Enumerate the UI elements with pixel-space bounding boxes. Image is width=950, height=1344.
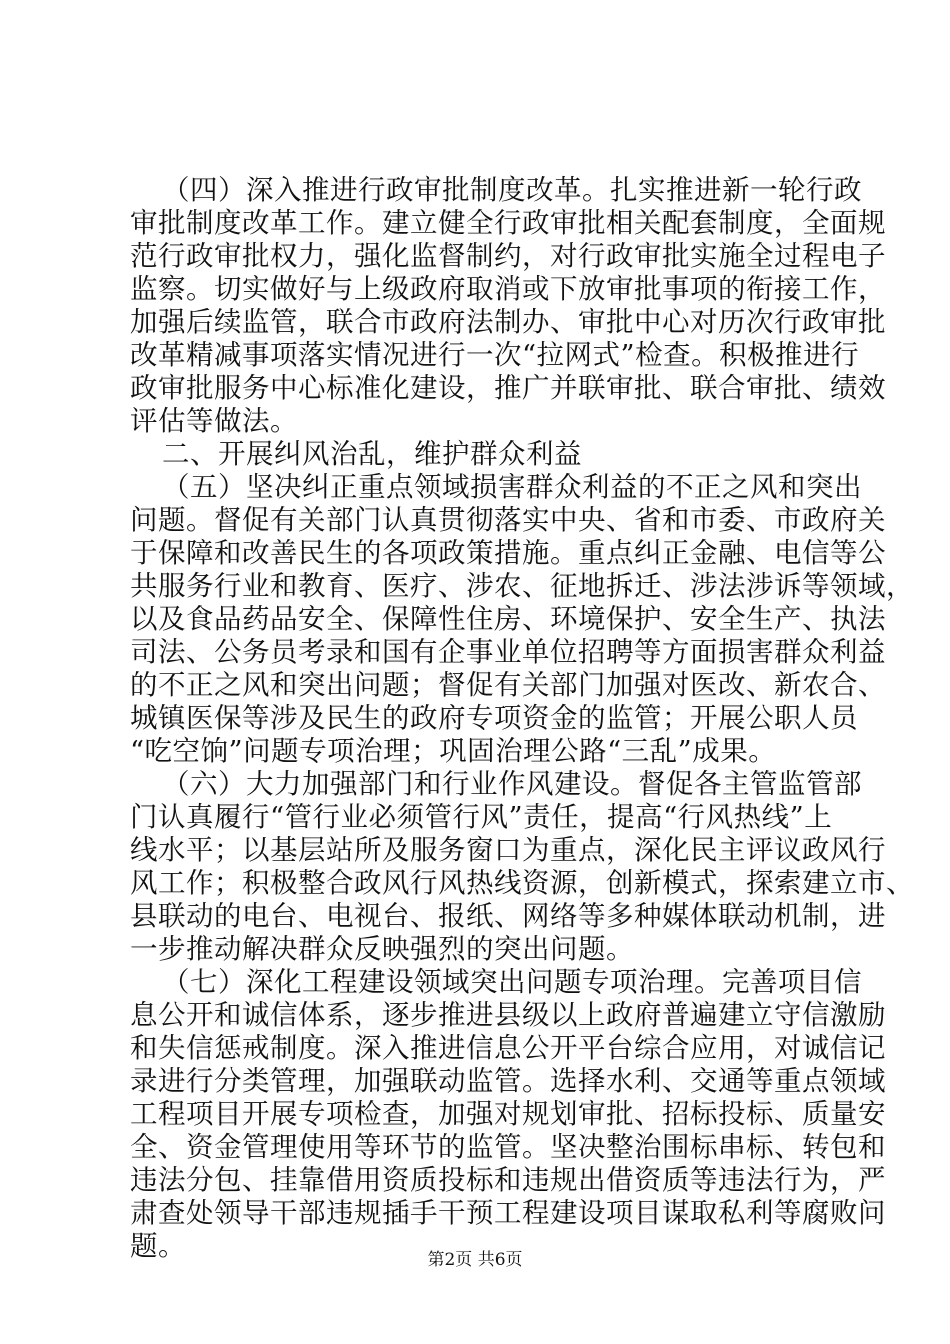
paragraph-5-line: 于保障和改善民生的各项政策措施。重点纠正金融、电信等公 [130,537,886,569]
paragraph-6-line: 县联动的电台、电视台、报纸、网络等多种媒体联动机制，进 [130,900,886,932]
paragraph-5-line: （五）坚决纠正重点领域损害群众利益的不正之风和突出 [162,471,862,503]
paragraph-7-line: 录进行分类管理，加强联动监管。选择水利、交通等重点领域 [130,1065,886,1097]
paragraph-6-line: （六）大力加强部门和行业作风建设。督促各主管监管部 [162,768,862,800]
paragraph-4-line: 审批制度改革工作。建立健全行政审批相关配套制度，全面规 [130,207,886,239]
paragraph-4-line: （四）深入推进行政审批制度改革。扎实推进新一轮行政 [162,174,862,206]
paragraph-4-line: 范行政审批权力，强化监督制约，对行政审批实施全过程电子 [130,240,886,272]
paragraph-7-line: 肃查处领导干部违规插手干预工程建设项目谋取私利等腐败问 [130,1197,886,1229]
paragraph-5-line: 共服务行业和教育、医疗、涉农、征地拆迁、涉法涉诉等领域， [130,570,914,602]
paragraph-6-line: 线水平；以基层站所及服务窗口为重点，深化民主评议政风行 [130,834,886,866]
paragraph-4-line: 加强后续监管，联合市政府法制办、审批中心对历次行政审批 [130,306,886,338]
page-footer: 第2页 共6页 [427,1250,523,1270]
paragraph-5-line: 以及食品药品安全、保障性住房、环境保护、安全生产、执法 [130,603,886,635]
paragraph-4-line: 改革精减事项落实情况进行一次“拉网式”检查。积极推进行 [130,339,860,371]
section-heading: 二、开展纠风治乱，维护群众利益 [162,438,582,470]
paragraph-7-line: 题。 [130,1230,186,1262]
paragraph-5-line: 问题。督促有关部门认真贯彻落实中央、省和市委、市政府关 [130,504,886,536]
paragraph-5-line: “吃空饷”问题专项治理；巩固治理公路“三乱”成果。 [130,735,777,767]
paragraph-5-line: 的不正之风和突出问题；督促有关部门加强对医改、新农合、 [130,669,886,701]
paragraph-4-line: 监察。切实做好与上级政府取消或下放审批事项的衔接工作， [130,273,886,305]
paragraph-6-line: 门认真履行“管行业必须管行风”责任，提高“行风热线”上 [130,801,833,833]
paragraph-4-line: 政审批服务中心标准化建设，推广并联审批、联合审批、绩效 [130,372,886,404]
paragraph-6-line: 风工作；积极整合政风行风热线资源，创新模式，探索建立市、 [130,867,914,899]
paragraph-7-line: （七）深化工程建设领域突出问题专项治理。完善项目信 [162,966,862,998]
paragraph-5-line: 城镇医保等涉及民生的政府专项资金的监管；开展公职人员 [130,702,858,734]
paragraph-7-line: 违法分包、挂靠借用资质投标和违规出借资质等违法行为，严 [130,1164,886,1196]
paragraph-7-line: 全、资金管理使用等环节的监管。坚决整治围标串标、转包和 [130,1131,886,1163]
paragraph-7-line: 工程项目开展专项检查，加强对规划审批、招标投标、质量安 [130,1098,886,1130]
paragraph-4-line: 评估等做法。 [130,405,298,437]
paragraph-7-line: 息公开和诚信体系，逐步推进县级以上政府普遍建立守信激励 [130,999,886,1031]
paragraph-5-line: 司法、公务员考录和国有企事业单位招聘等方面损害群众利益 [130,636,886,668]
paragraph-7-line: 和失信惩戒制度。深入推进信息公开平台综合应用，对诚信记 [130,1032,886,1064]
paragraph-6-line: 一步推动解决群众反映强烈的突出问题。 [130,933,634,965]
